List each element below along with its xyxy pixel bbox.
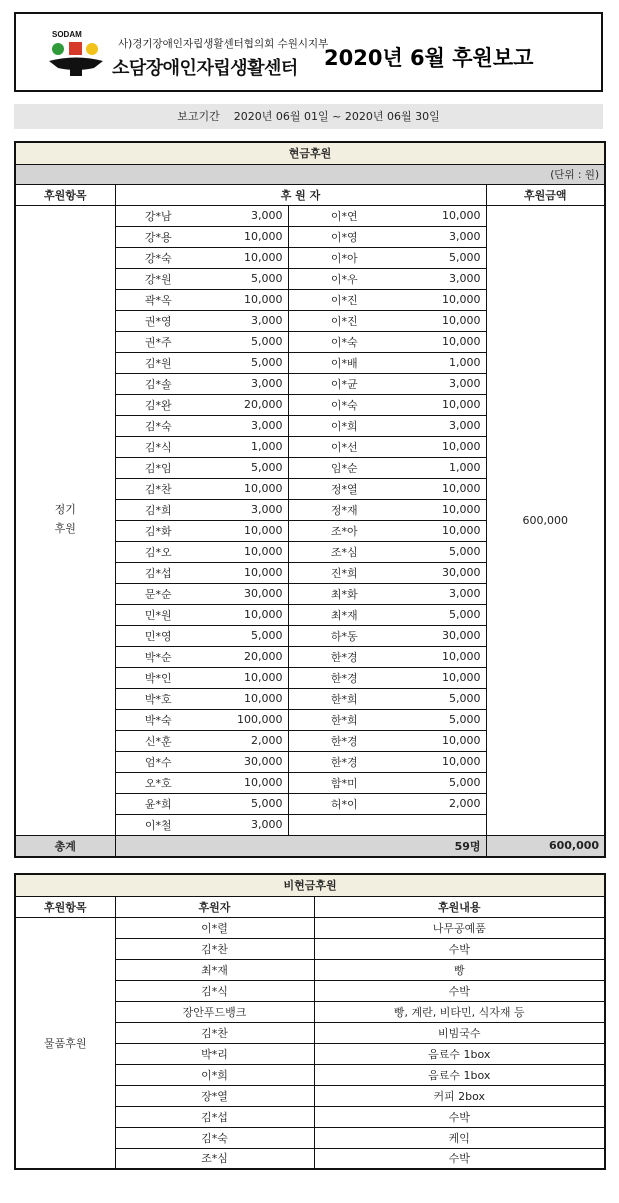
donor-amount: 10,000 xyxy=(201,226,288,247)
donor-name: 하*동 xyxy=(288,625,400,646)
donor-amount: 5,000 xyxy=(400,772,486,793)
donation-content: 수박 xyxy=(314,980,605,1001)
goods-donation-category: 물품후원 xyxy=(15,917,115,1169)
donor-name: 김*화 xyxy=(115,520,201,541)
cash-header-row xyxy=(15,184,605,205)
donor-amount: 10,000 xyxy=(400,205,486,226)
regular-donation-category: 정기 후원 xyxy=(15,205,115,835)
donor-name: 한*경 xyxy=(288,751,400,772)
donor-amount: 10,000 xyxy=(201,247,288,268)
donor-name: 박*호 xyxy=(115,688,201,709)
donor-name: 이*숙 xyxy=(288,331,400,352)
donor-name: 신*훈 xyxy=(115,730,201,751)
donor-amount: 20,000 xyxy=(201,646,288,667)
donor-amount: 100,000 xyxy=(201,709,288,730)
donor-name: 민*원 xyxy=(115,604,201,625)
donor-name: 이*희 xyxy=(288,415,400,436)
donor-name: 이*아 xyxy=(288,247,400,268)
donor-amount: 10,000 xyxy=(400,436,486,457)
donor-amount: 30,000 xyxy=(400,625,486,646)
donor-name: 한*희 xyxy=(288,709,400,730)
donation-content: 케익 xyxy=(314,1127,605,1148)
donor-name: 강*원 xyxy=(115,268,201,289)
donor-name: 김*섭 xyxy=(115,1106,314,1127)
donor-name: 윤*희 xyxy=(115,793,201,814)
donor-name: 김*찬 xyxy=(115,478,201,499)
donor-amount: 10,000 xyxy=(201,541,288,562)
donor-name: 문*순 xyxy=(115,583,201,604)
donation-content: 수박 xyxy=(314,1106,605,1127)
cash-title: 현금후원 xyxy=(15,142,605,164)
donor-name: 엄*수 xyxy=(115,751,201,772)
donor-name: 조*심 xyxy=(288,541,400,562)
donor-name: 김*숙 xyxy=(115,1127,314,1148)
period-label: 보고기간 xyxy=(177,110,220,123)
donor-name: 임*순 xyxy=(288,457,400,478)
noncash-title: 비현금후원 xyxy=(15,874,605,896)
cash-title-row xyxy=(15,142,605,164)
donor-name: 이*렬 xyxy=(115,917,314,938)
donor-amount: 3,000 xyxy=(400,583,486,604)
donor-amount: 10,000 xyxy=(201,289,288,310)
donor-amount: 5,000 xyxy=(201,793,288,814)
donor-amount: 3,000 xyxy=(201,310,288,331)
donor-name xyxy=(288,814,400,835)
donor-amount: 10,000 xyxy=(400,310,486,331)
donor-name: 한*경 xyxy=(288,646,400,667)
donor-amount: 3,000 xyxy=(201,205,288,226)
donor-amount: 2,000 xyxy=(201,730,288,751)
donor-name: 조*아 xyxy=(288,520,400,541)
donor-name: 장*열 xyxy=(115,1085,314,1106)
donor-amount: 30,000 xyxy=(201,751,288,772)
cash-donation-table xyxy=(14,141,606,858)
donation-content: 비빔국수 xyxy=(314,1022,605,1043)
donor-amount: 5,000 xyxy=(400,541,486,562)
donor-name: 박*순 xyxy=(115,646,201,667)
report-title: 2020년 6월 후원보고 xyxy=(324,46,534,70)
donor-name: 강*숙 xyxy=(115,247,201,268)
donor-amount: 5,000 xyxy=(201,352,288,373)
donor-amount: 5,000 xyxy=(201,331,288,352)
donor-name: 민*영 xyxy=(115,625,201,646)
donor-amount: 10,000 xyxy=(201,478,288,499)
donation-content: 커피 2box xyxy=(314,1085,605,1106)
col-category: 후원항목 xyxy=(15,896,115,917)
category-total-amount: 600,000 xyxy=(486,205,605,835)
report-header xyxy=(14,12,603,92)
donor-name: 김*희 xyxy=(115,499,201,520)
donor-name: 최*재 xyxy=(115,959,314,980)
donor-amount: 2,000 xyxy=(400,793,486,814)
table-row xyxy=(15,205,605,226)
donor-name: 이*희 xyxy=(115,1064,314,1085)
donor-name: 오*호 xyxy=(115,772,201,793)
donor-amount: 10,000 xyxy=(400,499,486,520)
donation-content: 음료수 1box xyxy=(314,1064,605,1085)
donor-name: 정*열 xyxy=(288,478,400,499)
donor-name: 강*남 xyxy=(115,205,201,226)
donation-content: 음료수 1box xyxy=(314,1043,605,1064)
donor-amount: 10,000 xyxy=(400,520,486,541)
donor-amount: 10,000 xyxy=(400,394,486,415)
col-donor: 후 원 자 xyxy=(115,184,486,205)
donor-amount: 5,000 xyxy=(400,247,486,268)
donor-name: 이*우 xyxy=(288,268,400,289)
donor-name: 김*임 xyxy=(115,457,201,478)
table-row xyxy=(15,917,605,938)
donor-amount: 10,000 xyxy=(201,772,288,793)
donor-amount: 1,000 xyxy=(201,436,288,457)
donor-name: 정*재 xyxy=(288,499,400,520)
donor-name: 박*숙 xyxy=(115,709,201,730)
donation-content: 나무공예품 xyxy=(314,917,605,938)
period-range: 2020년 06월 01일 ~ 2020년 06월 30일 xyxy=(233,110,440,123)
donor-amount: 5,000 xyxy=(400,709,486,730)
org-logo xyxy=(46,28,329,84)
donor-name: 이*진 xyxy=(288,310,400,331)
donor-name: 이*균 xyxy=(288,373,400,394)
donor-name: 권*영 xyxy=(115,310,201,331)
donor-name: 김*섭 xyxy=(115,562,201,583)
donor-name: 박*인 xyxy=(115,667,201,688)
noncash-header-row xyxy=(15,896,605,917)
donor-name: 한*희 xyxy=(288,688,400,709)
donor-amount: 10,000 xyxy=(201,562,288,583)
donor-name: 장안푸드뱅크 xyxy=(115,1001,314,1022)
donor-name: 곽*옥 xyxy=(115,289,201,310)
donor-amount: 3,000 xyxy=(201,415,288,436)
col-content: 후원내용 xyxy=(314,896,605,917)
donor-name: 진*희 xyxy=(288,562,400,583)
cash-unit-row xyxy=(15,164,605,184)
donor-amount: 10,000 xyxy=(400,478,486,499)
donor-name: 이*진 xyxy=(288,289,400,310)
donor-amount: 3,000 xyxy=(400,268,486,289)
col-donor: 후원자 xyxy=(115,896,314,917)
donor-amount: 3,000 xyxy=(400,226,486,247)
donor-name: 이*선 xyxy=(288,436,400,457)
donor-amount: 10,000 xyxy=(201,667,288,688)
donor-amount: 10,000 xyxy=(400,751,486,772)
donor-amount: 10,000 xyxy=(400,646,486,667)
donor-name: 최*화 xyxy=(288,583,400,604)
donor-amount: 1,000 xyxy=(400,457,486,478)
donor-name: 이*철 xyxy=(115,814,201,835)
donation-content: 수박 xyxy=(314,938,605,959)
donor-amount: 30,000 xyxy=(201,583,288,604)
donor-amount: 3,000 xyxy=(400,415,486,436)
donor-name: 함*미 xyxy=(288,772,400,793)
donor-name: 김*식 xyxy=(115,436,201,457)
donor-amount: 20,000 xyxy=(201,394,288,415)
donor-name: 김*숙 xyxy=(115,415,201,436)
donor-amount: 3,000 xyxy=(201,499,288,520)
donor-name: 권*주 xyxy=(115,331,201,352)
total-count: 59명 xyxy=(115,835,486,857)
donation-content: 빵 xyxy=(314,959,605,980)
donor-name: 박*리 xyxy=(115,1043,314,1064)
cash-total-row xyxy=(15,835,605,857)
donor-name: 김*식 xyxy=(115,980,314,1001)
donor-amount: 5,000 xyxy=(201,457,288,478)
donor-name: 이*배 xyxy=(288,352,400,373)
donor-amount: 3,000 xyxy=(400,373,486,394)
donor-name: 김*솔 xyxy=(115,373,201,394)
donor-amount: 3,000 xyxy=(201,814,288,835)
donor-name: 한*경 xyxy=(288,730,400,751)
donor-name: 이*연 xyxy=(288,205,400,226)
donor-name: 김*찬 xyxy=(115,1022,314,1043)
col-category: 후원항목 xyxy=(15,184,115,205)
donor-amount: 1,000 xyxy=(400,352,486,373)
donor-amount: 10,000 xyxy=(400,730,486,751)
donor-amount: 5,000 xyxy=(400,688,486,709)
donor-name: 김*오 xyxy=(115,541,201,562)
org-name: 소담장애인자립생활센터 xyxy=(112,58,298,79)
donor-name: 허*이 xyxy=(288,793,400,814)
donor-name: 김*원 xyxy=(115,352,201,373)
donor-name: 이*영 xyxy=(288,226,400,247)
donor-amount: 30,000 xyxy=(400,562,486,583)
donor-amount: 10,000 xyxy=(201,604,288,625)
donor-amount: 10,000 xyxy=(201,688,288,709)
donor-amount: 5,000 xyxy=(201,625,288,646)
donor-amount: 5,000 xyxy=(201,268,288,289)
donor-name: 강*용 xyxy=(115,226,201,247)
report-period xyxy=(14,104,603,129)
donor-amount xyxy=(400,814,486,835)
total-amount: 600,000 xyxy=(486,835,605,857)
donation-content: 수박 xyxy=(314,1148,605,1169)
donor-name: 김*찬 xyxy=(115,938,314,959)
donor-name: 최*재 xyxy=(288,604,400,625)
logo-label: SODAM xyxy=(52,30,82,39)
donation-content: 빵, 계란, 비타민, 식자재 등 xyxy=(314,1001,605,1022)
donor-name: 김*완 xyxy=(115,394,201,415)
org-subtitle: 사)경기장애인자립생활센터협의회 수원시지부 xyxy=(118,38,329,50)
donor-amount: 10,000 xyxy=(201,520,288,541)
sodam-logo-icon xyxy=(46,28,106,80)
donor-amount: 10,000 xyxy=(400,331,486,352)
cash-unit: (단위 : 원) xyxy=(15,164,605,184)
noncash-title-row xyxy=(15,874,605,896)
noncash-donation-table xyxy=(14,873,606,1170)
donor-amount: 5,000 xyxy=(400,604,486,625)
donor-amount: 3,000 xyxy=(201,373,288,394)
donor-amount: 10,000 xyxy=(400,667,486,688)
donor-name: 조*심 xyxy=(115,1148,314,1169)
donor-name: 이*숙 xyxy=(288,394,400,415)
col-amount: 후원금액 xyxy=(486,184,605,205)
donor-amount: 10,000 xyxy=(400,289,486,310)
total-label: 총계 xyxy=(15,835,115,857)
donor-name: 한*경 xyxy=(288,667,400,688)
